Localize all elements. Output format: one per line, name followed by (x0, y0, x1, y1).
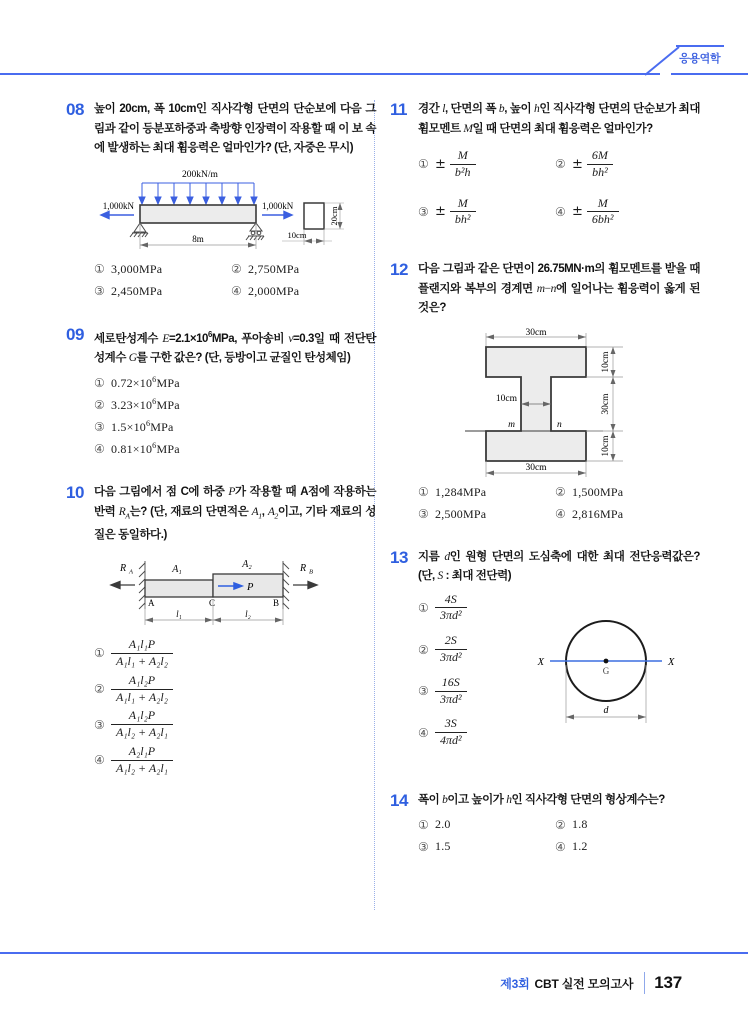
choice-label (111, 419, 174, 435)
choice-marker: ① (418, 817, 429, 832)
choice-4[interactable] (418, 717, 528, 748)
symbol-P: P (228, 486, 235, 499)
choice-4[interactable] (555, 507, 700, 522)
q09-part-1: 세로탄성계수 (94, 332, 163, 345)
axis-label-left: X (537, 656, 544, 668)
q11-part-1: 경간 (418, 103, 443, 115)
symbol-E: E (162, 332, 169, 345)
load-label: 200kN/m (182, 169, 218, 180)
fraction-numerator: A₁l₂P (128, 672, 156, 687)
fraction-numerator: M (457, 195, 468, 210)
centroid-label: G (602, 665, 610, 676)
axis-label-right: X (668, 656, 675, 668)
question-12-number: 12 (390, 260, 408, 280)
choice-label: 2,750MPa (248, 261, 300, 276)
diameter-label: d (603, 704, 609, 716)
symbol-RA (118, 505, 130, 521)
footer-separator (644, 972, 645, 994)
question-14-text (418, 791, 700, 811)
choice-label: 2,000MPa (248, 283, 300, 298)
question-08-figure (66, 167, 376, 255)
q13-part-1: 지름 (418, 550, 445, 563)
choice-unit: MPa (156, 398, 180, 413)
choice-label (111, 441, 180, 457)
question-13-text (418, 548, 700, 587)
fraction-denominator: A₁l₁ + A₂l₂ (111, 653, 173, 669)
header-subject-title: 응용역학 (679, 53, 721, 65)
question-11-number: 11 (390, 100, 407, 119)
choice-marker: ③ (418, 204, 429, 219)
question-12-text (418, 260, 700, 319)
q12-part-2: 에 일어나는 휨응력이 옳게 된 것은? (418, 282, 701, 315)
choice-fraction (435, 717, 467, 748)
question-09-choices (94, 375, 376, 457)
area-A2-label: A₂ (242, 559, 252, 571)
choice-4[interactable] (94, 745, 376, 776)
symbol-A2 (267, 505, 278, 521)
symbol-l: l (442, 103, 445, 115)
web-width-label: 10cm (495, 393, 517, 404)
q10-part-2: 가 작용할 때 A점에 작용하는 반력 (94, 486, 376, 518)
fraction-numerator: 6M (591, 148, 608, 162)
choice-marker: ④ (94, 753, 105, 768)
symbol-d: d (444, 550, 450, 563)
fraction-denominator: A₁l₂ + A₂l₁ (111, 724, 173, 740)
footer-exam-label: CBT 실전 모의고사 (534, 976, 634, 991)
choice-marker: ① (94, 646, 105, 661)
choice-fraction (587, 197, 619, 228)
choice-fraction (450, 197, 476, 228)
choice-4[interactable] (555, 197, 700, 228)
choice-marker: ② (94, 398, 105, 413)
fraction-denominator: bh² (587, 164, 613, 180)
footer-rule (0, 952, 748, 954)
symbol-h: h (506, 793, 512, 806)
axial-force-right-label: 1,000kN (262, 200, 294, 211)
question-12-choices (418, 485, 700, 522)
q13-part-2: 인 원형 단면의 도심축에 대한 최대 전단응력값은? (단, (418, 550, 700, 583)
plus-minus-sign: ± (435, 204, 446, 220)
fraction-numerator: A₁l₂P (128, 708, 156, 723)
q10-part-5: 이고, 기타 재료의 성질은 동일하다.) (94, 505, 376, 541)
footer-content (500, 972, 682, 994)
axial-force-left-label: 1,000kN (102, 200, 134, 211)
choice-exponent: 6 (152, 441, 157, 451)
choice-2[interactable] (418, 634, 528, 665)
fraction-numerator: 16S (441, 674, 460, 689)
question-13-figure (518, 609, 694, 744)
question-10-number: 10 (66, 483, 84, 503)
symbol-S: S (437, 570, 443, 583)
fraction-denominator: 3πd² (435, 607, 467, 623)
choice-2[interactable] (555, 149, 700, 180)
choice-label: 1.2 (572, 839, 588, 854)
choice-marker: ① (418, 600, 429, 615)
label-n: n (557, 419, 562, 430)
bottom-flange-thickness-label: 10cm (601, 435, 611, 457)
choice-fraction (111, 674, 173, 705)
symbol-R-subscript: A (125, 511, 130, 521)
fraction-denominator: b²h (450, 164, 476, 180)
choice-fraction (111, 745, 173, 776)
dash-sign: − (544, 282, 551, 295)
choice-1[interactable] (418, 149, 555, 180)
symbol-A: A (251, 505, 259, 518)
choice-marker: ① (94, 376, 105, 391)
fraction-numerator: A₁l₁P (128, 637, 156, 652)
symbol-G: G (128, 351, 137, 364)
choice-exponent: 6 (152, 397, 157, 407)
question-08 (66, 100, 376, 299)
choice-2[interactable] (94, 674, 376, 705)
question-09-text (94, 325, 376, 369)
symbol-b: b (498, 103, 505, 115)
page-header (0, 0, 748, 92)
reaction-RA-sub: A (129, 568, 133, 576)
choice-marker: ④ (231, 284, 242, 298)
q11-part-5: 일 때 단면의 최대 휨응력은 얼마인가? (472, 122, 653, 135)
choice-1[interactable] (94, 262, 231, 277)
fraction-denominator: 6bh² (587, 211, 619, 227)
symbol-A-subscript: 1 (258, 511, 262, 521)
length-l1-label: l₁ (176, 609, 182, 620)
choice-4[interactable] (555, 839, 700, 854)
choice-exponent: 6 (152, 375, 157, 385)
symbol-n: n (550, 282, 556, 295)
q09-part-3: MPa, 푸아송비 (211, 332, 289, 345)
question-14-choices (418, 817, 700, 854)
question-10 (66, 483, 376, 775)
fraction-denominator: A₁l₂ + A₂l₁ (111, 760, 173, 776)
reaction-RB-label: R (299, 563, 307, 575)
choice-marker: ④ (555, 507, 566, 522)
load-P-label: P (247, 582, 254, 594)
choice-base: 0.81×10 (111, 442, 153, 457)
question-13 (390, 548, 700, 775)
choice-fraction (435, 593, 467, 624)
choice-marker: ③ (94, 717, 105, 732)
q11-part-4: 인 직사각형 단면의 단순보가 최대 휨모멘트 (418, 103, 700, 135)
reaction-RA-label: R (119, 563, 127, 575)
choice-4[interactable] (231, 284, 376, 299)
choice-marker: ② (231, 262, 242, 276)
choice-3[interactable] (94, 419, 376, 435)
choice-marker: ③ (418, 684, 429, 699)
choice-marker: ① (94, 262, 105, 276)
question-10-choices (94, 638, 376, 775)
choice-fraction (450, 149, 476, 180)
choice-unit: MPa (156, 376, 180, 391)
q14-part-3: 인 직사각형 단면의 형상계수는? (511, 793, 665, 806)
choice-marker: ① (418, 157, 429, 172)
symbol-A: A (267, 505, 275, 518)
symbol-M: M (463, 122, 473, 135)
choice-marker: ② (94, 682, 105, 697)
fraction-numerator: 2S (444, 633, 457, 648)
choice-fraction (435, 676, 467, 707)
web-height-label: 30cm (601, 393, 611, 415)
choice-2[interactable] (231, 262, 376, 277)
plus-minus-sign: ± (572, 204, 583, 220)
choice-label: 2.0 (435, 817, 451, 832)
choice-base: 0.72×10 (111, 376, 153, 391)
choice-fraction (435, 634, 467, 665)
question-11 (390, 100, 700, 232)
q09-part-5: 를 구한 값은? (단, 등방이고 균질인 탄성체임) (136, 351, 351, 364)
choice-exponent: 6 (145, 419, 151, 429)
choice-1[interactable] (418, 593, 528, 624)
fraction-numerator: 4S (444, 591, 457, 606)
bottom-flange-width-label: 30cm (525, 462, 547, 473)
fraction-numerator: M (457, 148, 468, 162)
q10-part-4: , (261, 505, 268, 518)
choice-unit: MPa (150, 420, 174, 435)
question-14 (390, 791, 700, 855)
choice-marker: ④ (555, 204, 566, 219)
q14-part-1: 폭이 (418, 793, 443, 806)
choice-2[interactable] (555, 817, 700, 832)
header-rule-under (671, 73, 748, 75)
q11-part-3: , 높이 (504, 103, 534, 115)
choice-fraction (111, 709, 173, 740)
section-height-label: 20cm (329, 206, 339, 225)
choice-label: 3,000MPa (111, 261, 163, 276)
choice-marker: ④ (94, 442, 105, 457)
symbol-b: b (442, 793, 448, 806)
choice-1[interactable] (94, 638, 376, 669)
symbol-m: m (536, 282, 545, 295)
choice-4[interactable] (94, 441, 376, 457)
question-10-figure (66, 553, 376, 631)
q09-part-4: =0.3일 때 전단탄성계수 (94, 332, 377, 364)
choice-2[interactable] (555, 485, 700, 500)
question-13-number: 13 (390, 547, 408, 567)
question-12-figure (390, 327, 700, 479)
symbol-R: R (118, 505, 126, 518)
symbol-h: h (534, 103, 540, 115)
q13-part-3: : 최대 전단력) (442, 570, 512, 583)
choice-3[interactable] (418, 197, 555, 228)
question-09 (66, 325, 376, 458)
question-08-number: 08 (66, 100, 84, 119)
fraction-denominator: 3πd² (435, 649, 467, 665)
top-flange-width-label: 30cm (525, 327, 547, 338)
choice-base: 3.23×10 (111, 398, 153, 413)
q10-part-3: 는? (단, 재료의 단면적은 (129, 505, 252, 518)
choice-marker: ② (555, 157, 566, 172)
page-number: 137 (654, 973, 682, 992)
choice-marker: ① (418, 485, 429, 500)
choice-marker: ② (555, 817, 566, 832)
choice-1[interactable] (94, 375, 376, 391)
choice-3[interactable] (94, 709, 376, 740)
choice-fraction (587, 149, 613, 180)
choice-marker: ② (555, 485, 566, 500)
symbol-A1 (251, 505, 262, 521)
symbol-A-subscript: 2 (274, 511, 278, 521)
header-rule-top (676, 45, 724, 47)
fraction-numerator: 3S (444, 716, 457, 731)
question-13-choices (418, 593, 528, 748)
choice-marker: ③ (418, 507, 429, 522)
choice-1[interactable] (418, 485, 555, 500)
reaction-RB-sub: B (309, 568, 313, 576)
right-column (390, 100, 700, 870)
q09-exponent: 6 (208, 329, 212, 339)
choice-3[interactable] (418, 676, 528, 707)
page-footer (0, 934, 748, 1024)
q14-part-2: 이고 높이가 (447, 793, 507, 806)
choice-fraction (111, 638, 173, 669)
point-A-label: A (148, 598, 155, 609)
choice-label: 1.8 (572, 817, 588, 832)
choice-label (111, 397, 180, 413)
q10-part-1: 다음 그림에서 점 C에 하중 (94, 486, 229, 499)
choice-label (111, 375, 180, 391)
choice-1[interactable] (418, 817, 555, 832)
fraction-numerator: A₂l₁P (128, 743, 156, 758)
choice-base: 1.5×10 (111, 420, 146, 435)
choice-label: 1,500MPa (572, 484, 624, 499)
choice-unit: MPa (156, 442, 180, 457)
choice-3[interactable] (418, 839, 555, 854)
question-08-choices (94, 262, 376, 299)
footer-round-label: 제3회 (500, 976, 530, 991)
choice-2[interactable] (94, 397, 376, 413)
left-column (66, 100, 376, 792)
fraction-denominator: 4πd² (435, 732, 467, 748)
q09-part-2: =2.1×10 (168, 332, 208, 345)
fraction-numerator: M (597, 195, 608, 210)
choice-label: 2,816MPa (572, 506, 624, 521)
question-08-text: 높이 20cm, 폭 10cm인 직사각형 단면의 단순보에 다음 그림과 같이 등분포하중과 축방향 인장력이 작용할 때 이 보 속에 발생하는 최대 휨응력은 얼마인가? (단, 자중은 무시) (94, 103, 376, 154)
fraction-denominator: A₁l₁ + A₂l₂ (111, 689, 173, 705)
span-label: 8m (192, 233, 204, 244)
section-width-label: 10cm (287, 229, 307, 240)
symbol-nu: ν (288, 332, 294, 345)
choice-label: 2,450MPa (111, 283, 163, 298)
top-flange-thickness-label: 10cm (601, 351, 611, 373)
choice-marker: ③ (94, 420, 105, 435)
choice-3[interactable] (94, 284, 231, 299)
question-11-choices (418, 149, 700, 232)
point-B-label: B (273, 598, 280, 609)
area-A1-label: A₁ (172, 564, 182, 576)
question-09-number: 09 (66, 324, 84, 344)
question-12 (390, 260, 700, 522)
q12-part-1: 다음 그림과 같은 단면이 26.75MN·m의 휨모멘트를 받을 때 플랜지와 복부의 경계면 (418, 263, 700, 295)
choice-marker: ③ (94, 284, 105, 298)
point-C-label: C (209, 598, 216, 609)
choice-label: 1.5 (435, 839, 451, 854)
question-11-text (418, 100, 700, 139)
choice-3[interactable] (418, 507, 555, 522)
choice-marker: ④ (555, 839, 566, 854)
length-l2-label: l₂ (245, 609, 251, 620)
fraction-denominator: bh² (450, 211, 476, 227)
plus-minus-sign: ± (572, 156, 583, 172)
question-10-text (94, 483, 376, 545)
plus-minus-sign: ± (435, 156, 446, 172)
choice-marker: ③ (418, 839, 429, 854)
header-rule-left (0, 73, 660, 75)
choice-label: 2,500MPa (435, 506, 487, 521)
centroid-point (604, 658, 609, 663)
fraction-denominator: 3πd² (435, 691, 467, 707)
question-14-number: 14 (390, 790, 408, 810)
label-m: m (508, 419, 515, 430)
q11-part-2: , 단면의 폭 (444, 103, 499, 115)
choice-label: 1,284MPa (435, 484, 487, 499)
choice-marker: ② (418, 642, 429, 657)
choice-marker: ④ (418, 725, 429, 740)
